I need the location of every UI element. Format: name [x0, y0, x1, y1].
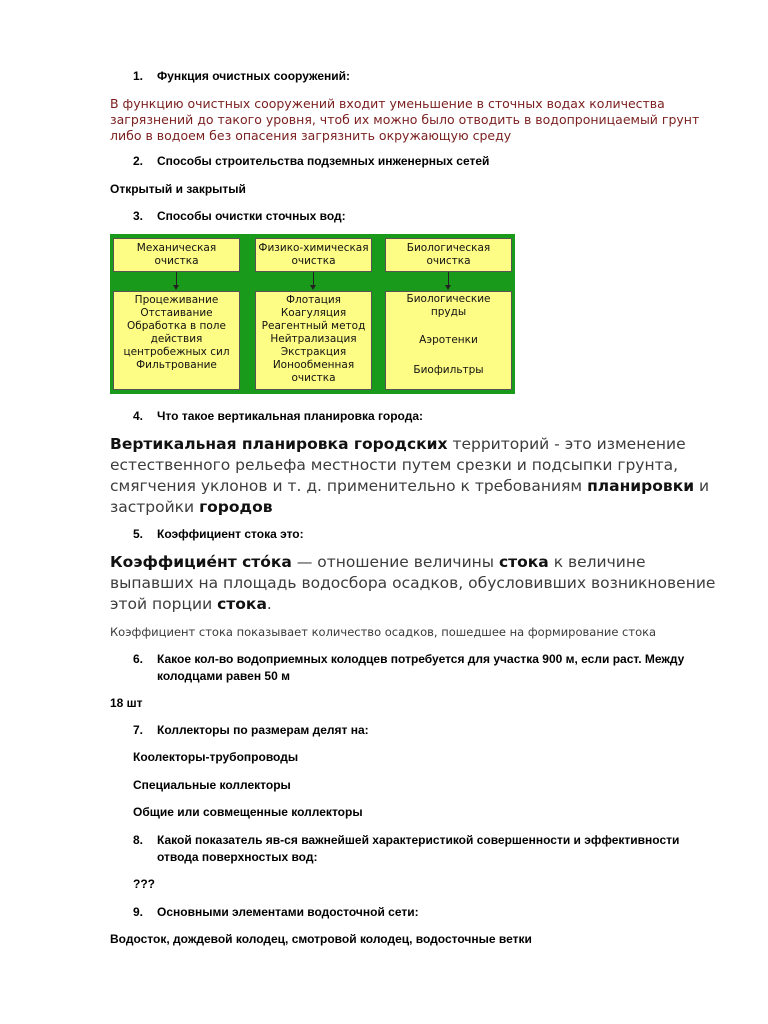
text: — отношение величины	[291, 553, 499, 571]
method-item: Экстракция	[280, 346, 347, 358]
question-text: Функция очистных сооружений:	[157, 69, 351, 83]
answer-line: естественного рельефа местности путем срезки и подсыпки грунта,	[110, 456, 679, 474]
question-number: 1.	[133, 69, 144, 83]
term: городов	[199, 498, 273, 516]
question-number: 9.	[133, 905, 144, 919]
question-text: Способы строительства подземных инженерных сетей	[157, 154, 490, 168]
text: .	[266, 595, 272, 613]
head-line: очистка	[426, 255, 471, 267]
answer-line: загрязнений до такого уровня, чтоб их можно было отводить в водопроницаемый грунт	[110, 112, 700, 127]
arrow-down-icon	[445, 285, 451, 290]
answer-5	[110, 552, 715, 615]
question-text: Коэффициент стока это:	[157, 527, 304, 541]
method-item: пруды	[430, 306, 467, 318]
connector	[448, 272, 449, 286]
answer-1	[110, 96, 699, 144]
answer-2: Открытый и закрытый	[110, 182, 246, 196]
answer-7-item: Общие или совмещенные коллекторы	[133, 805, 363, 819]
column-head-mechanical	[113, 238, 240, 272]
method-item: Отстаивание	[140, 307, 213, 319]
method-item: Реагентный метод	[261, 320, 366, 332]
question-text: Основными элементами водосточной сети:	[157, 905, 419, 919]
method-item: Ионообменная	[272, 359, 355, 371]
column-head-biological	[385, 238, 512, 272]
column-items-biological	[385, 291, 512, 390]
question-number: 8.	[133, 833, 144, 847]
connector	[313, 272, 314, 286]
treatment-methods-diagram	[110, 234, 515, 394]
question-number: 3.	[133, 209, 144, 223]
answer-line: выпавших на площадь водосбора осадков, обусловивших возникновение	[110, 574, 716, 592]
method-item: действия	[150, 333, 203, 345]
connector	[176, 272, 177, 286]
text: застройки	[110, 498, 200, 516]
term: планировки	[587, 477, 695, 495]
text: территорий - это изменение	[447, 435, 686, 453]
answer-8: ???	[133, 877, 155, 891]
term: стока	[498, 553, 549, 571]
method-item: Биофильтры	[413, 364, 484, 376]
term: Вертикальная планировка городских	[110, 435, 448, 453]
answer-9: Водосток, дождевой колодец, смотровой колодец, водосточные ветки	[110, 932, 532, 946]
question-text: колодцами равен 50 м	[157, 669, 290, 683]
method-item: Флотация	[285, 294, 341, 306]
question-text: Какой показатель яв-ся важнейшей характеристикой совершенности и эффективности	[157, 833, 680, 847]
question-text: Коллекторы по размерам делят на:	[157, 723, 369, 737]
method-item: Биологические	[406, 293, 491, 305]
method-item: центробежных сил	[123, 346, 230, 358]
method-item: Обработка в поле	[127, 320, 226, 332]
question-number: 7.	[133, 723, 144, 737]
method-item: Фильтрование	[136, 359, 217, 371]
method-item: очистка	[291, 372, 336, 384]
column-items-physchem	[255, 291, 372, 390]
term: Коэффицие́нт сто́ка	[110, 553, 292, 571]
answer-4	[110, 434, 709, 518]
question-text: Какое кол-во водоприемных колодцев потребуется для участка 900 м, если раст. Между	[157, 652, 685, 666]
answer-line: либо в водоем без опасения загрязнить окружающую среду	[110, 128, 512, 143]
answer-line: В функцию очистных сооружений входит уменьшение в сточных водах количества	[110, 96, 665, 111]
answer-7-item: Специальные коллекторы	[133, 778, 291, 792]
method-item: Коагуляция	[280, 307, 347, 319]
question-text: Что такое вертикальная планировка города:	[157, 409, 423, 423]
column-items-mechanical	[113, 291, 240, 390]
text: этой порции	[110, 595, 218, 613]
term: стока	[217, 595, 267, 613]
head-line: Механическая	[136, 242, 217, 254]
head-line: очистка	[154, 255, 199, 267]
method-item: Аэротенки	[419, 334, 478, 346]
answer-5-note: Коэффициент стока показывает количество осадков, пошедшее на формирование стока	[110, 625, 657, 639]
text: к величине	[548, 553, 646, 571]
arrow-down-icon	[173, 285, 179, 290]
text: и	[694, 477, 710, 495]
question-number: 4.	[133, 409, 144, 423]
question-number: 6.	[133, 652, 144, 666]
question-number: 5.	[133, 527, 144, 541]
answer-7-item: Коолекторы-трубопроводы	[133, 750, 299, 764]
arrow-down-icon	[310, 285, 316, 290]
method-item: Нейтрализация	[270, 333, 357, 345]
question-text: Способы очистки сточных вод:	[157, 209, 346, 223]
head-line: очистка	[291, 255, 336, 267]
text: смягчения уклонов и т. д. применительно к требованиям	[110, 477, 588, 495]
method-item: Процеживание	[134, 294, 219, 306]
question-number: 2.	[133, 154, 144, 168]
answer-6: 18 шт	[110, 696, 143, 710]
head-line: Биологическая	[406, 242, 491, 254]
head-line: Физико-химическая	[258, 242, 369, 254]
column-head-physchem	[255, 238, 372, 272]
question-text: отвода поверхностых вод:	[157, 850, 318, 864]
